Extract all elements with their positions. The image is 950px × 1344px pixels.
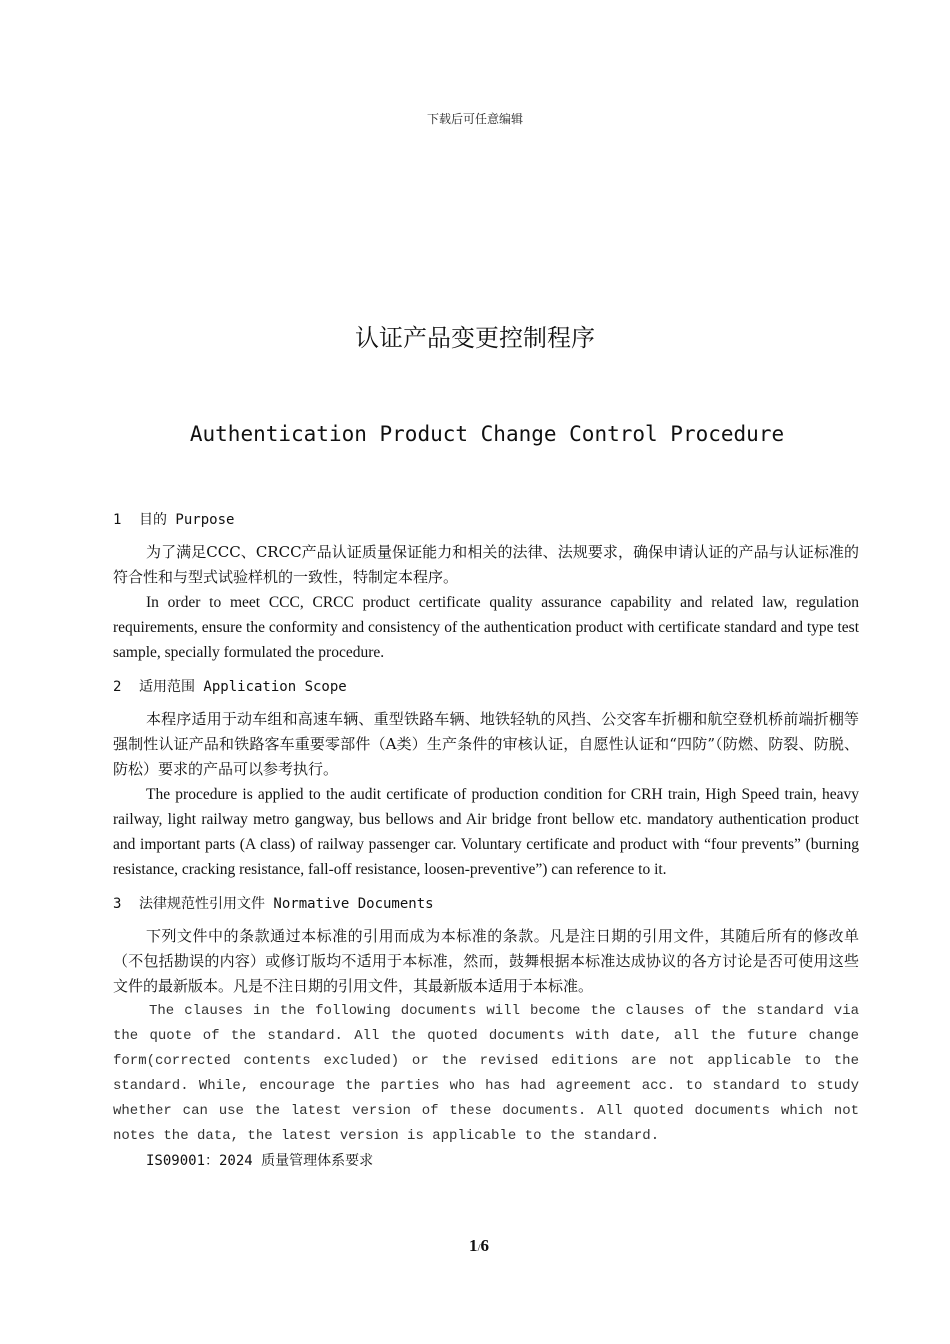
section-title: 法律规范性引用文件 Normative Documents <box>139 896 434 912</box>
document-title-english: Authentication Product Change Control Procedure <box>189 422 785 446</box>
section-number: 1 <box>113 512 122 528</box>
section-number: 3 <box>113 896 122 912</box>
reference-entry: IS09001：2024 质量管理体系要求 <box>146 1153 374 1169</box>
document-body <box>113 508 859 1174</box>
section-title: 目的 Purpose <box>139 512 235 528</box>
paragraph-english: The procedure is applied to the audit certificate of production condition for CRH train, High Speed train, heavy railway, light railway metro gangway, bus bellows and Air bridge front bellow etc. mandatory authentication product and important parts (A class) of railway passenger car. Voluntary certificate and product with “four prevents” (burning resistance, cracking resistance, fall-off resistance, loosen-preventive”) can reference to it. <box>113 786 859 878</box>
page-total: 6 <box>480 1236 490 1255</box>
paragraph-english: The clauses in the following documents will become the clauses of the standard via the quote of the standard. All the quoted documents with date, all the future change form(corrected contents excluded) or the revised editions are not applicable to the standard. While, encourage the parties who has had agreement acc. to standard to study whether can use the latest version of these documents. All quoted documents which not notes the data, the latest version is applicable to the standard. <box>113 1003 859 1144</box>
header-note: 下载后可任意编辑 <box>426 112 523 126</box>
document-title-chinese: 认证产品变更控制程序 <box>355 324 595 352</box>
page-current: 1 <box>468 1236 478 1255</box>
section-heading-scope <box>113 675 859 699</box>
section-heading-purpose <box>113 508 859 532</box>
page-number <box>0 1236 950 1256</box>
section-heading-normative-documents <box>113 892 859 916</box>
paragraph-chinese: 下列文件中的条款通过本标准的引用而成为本标准的条款。凡是注日期的引用文件，其随后所有的修改单（不包括勘误的内容）或修订版均不适用于本标准，然而，鼓舞根据本标准达成协议的各方讨论是否可使用这些文件的最新版本。凡是不注日期的引用文件，其最新版本适用于本标准。 <box>113 927 859 995</box>
section-number: 2 <box>113 679 122 695</box>
paragraph-english: In order to meet CCC, CRCC product certificate quality assurance capability and related law, regulation requirements, ensure the conformity and consistency of the authentication product with certificate standard and type test sample, specially formulated the procedure. <box>113 594 859 661</box>
paragraph-chinese: 为了满足CCC、CRCC产品认证质量保证能力和相关的法律、法规要求，确保申请认证的产品与认证标准的符合性和与型式试验样机的一致性，特制定本程序。 <box>113 543 859 586</box>
page-separator: / <box>477 1242 481 1254</box>
paragraph-chinese: 本程序适用于动车组和高速车辆、重型铁路车辆、地铁轻轨的风挡、公交客车折棚和航空登机桥前端折棚等强制性认证产品和铁路客车重要零部件（A类）生产条件的审核认证，自愿性认证和“四防”（防燃、防裂、防脱、防松）要求的产品可以参考执行。 <box>113 710 859 778</box>
section-title: 适用范围 Application Scope <box>139 679 347 695</box>
